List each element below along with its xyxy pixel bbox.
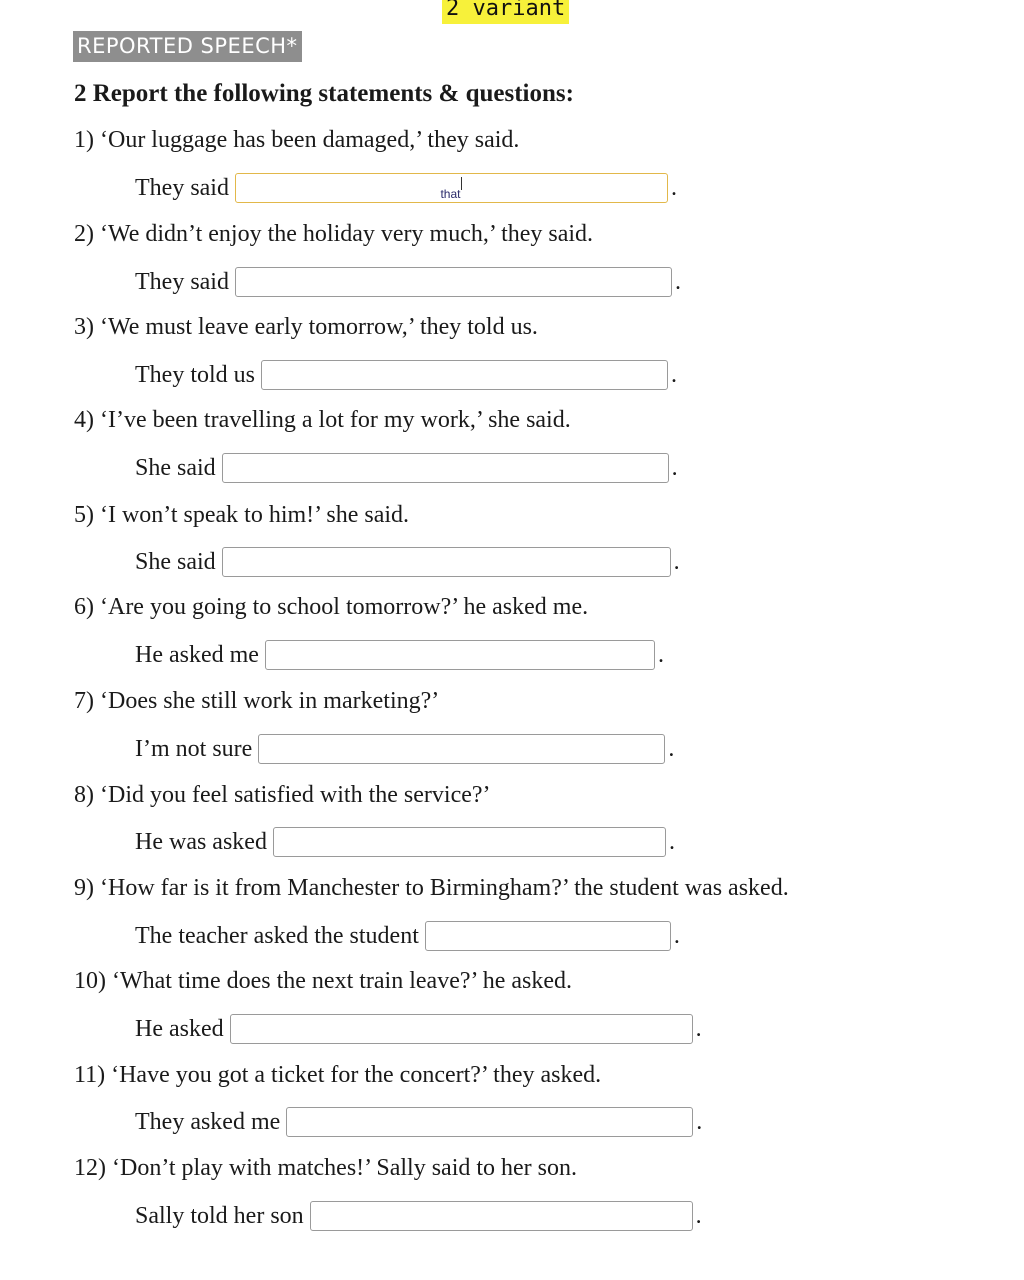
full-stop: .	[673, 549, 680, 575]
full-stop: .	[671, 362, 677, 388]
topic-badge: REPORTED SPEECH*	[73, 31, 302, 62]
full-stop: .	[695, 1016, 702, 1042]
answer-input-7[interactable]	[258, 734, 665, 764]
answer-lead-10: He asked	[135, 1016, 224, 1042]
full-stop: .	[668, 736, 675, 762]
answer-input-4[interactable]	[222, 453, 669, 483]
question-3: 3) ‘We must leave early tomorrow,’ they told us.	[74, 314, 538, 340]
answer-row-10	[135, 1011, 702, 1047]
answer-row-11	[135, 1104, 702, 1140]
answer-text-1: that	[440, 187, 461, 201]
full-stop: .	[668, 829, 675, 855]
answer-row-8	[135, 824, 675, 860]
answer-input-3[interactable]	[261, 360, 668, 390]
text-caret	[461, 177, 462, 190]
answer-lead-8: He was asked	[135, 829, 267, 855]
full-stop: .	[674, 269, 681, 295]
question-8: 8) ‘Did you feel satisfied with the service?’	[74, 782, 491, 808]
question-6: 6) ‘Are you going to school tomorrow?’ he asked me.	[74, 594, 589, 620]
question-11: 11) ‘Have you got a ticket for the concert?’ they asked.	[74, 1062, 602, 1088]
answer-input-6[interactable]	[265, 640, 655, 670]
answer-row-2	[135, 264, 681, 300]
answer-row-7	[135, 731, 674, 767]
full-stop: .	[673, 923, 680, 949]
full-stop: .	[657, 642, 664, 668]
answer-row-1	[135, 170, 677, 206]
question-9: 9) ‘How far is it from Manchester to Birmingham?’ the student was asked.	[74, 875, 789, 901]
answer-row-5	[135, 544, 680, 580]
variant-label: 2 variant	[442, 0, 569, 24]
answer-lead-4: She said	[135, 455, 216, 481]
answer-lead-12: Sally told her son	[135, 1203, 304, 1229]
answer-lead-6: He asked me	[135, 642, 259, 668]
answer-input-12[interactable]	[310, 1201, 693, 1231]
answer-lead-7: I’m not sure	[135, 736, 253, 762]
answer-row-12	[135, 1198, 702, 1234]
answer-lead-3: They told us	[135, 362, 255, 388]
question-12: 12) ‘Don’t play with matches!’ Sally said to her son.	[74, 1155, 578, 1181]
answer-input-1[interactable]	[235, 173, 668, 203]
answer-lead-1: They said	[135, 175, 229, 201]
answer-input-5[interactable]	[222, 547, 671, 577]
question-4: 4) ‘I’ve been travelling a lot for my work,’ she said.	[74, 407, 571, 433]
full-stop: .	[696, 1109, 703, 1135]
question-2: 2) ‘We didn’t enjoy the holiday very much,’ they said.	[74, 221, 594, 247]
full-stop: .	[671, 455, 678, 481]
answer-input-8[interactable]	[273, 827, 666, 857]
answer-input-10[interactable]	[230, 1014, 693, 1044]
answer-lead-2: They said	[135, 269, 229, 295]
question-1: 1) ‘Our luggage has been damaged,’ they said.	[74, 127, 520, 153]
question-7: 7) ‘Does she still work in marketing?’	[74, 688, 440, 714]
answer-row-6	[135, 637, 664, 673]
answer-input-11[interactable]	[286, 1107, 693, 1137]
question-5: 5) ‘I won’t speak to him!’ she said.	[74, 502, 410, 528]
full-stop: .	[670, 175, 677, 201]
answer-row-4	[135, 450, 678, 486]
full-stop: .	[695, 1203, 702, 1229]
answer-row-3	[135, 357, 677, 393]
answer-lead-11: They asked me	[135, 1109, 281, 1135]
answer-lead-9: The teacher asked the student	[135, 923, 419, 949]
question-10: 10) ‘What time does the next train leave?’ he asked.	[74, 968, 573, 994]
exercise-heading: 2 Report the following statements & questions:	[74, 80, 574, 107]
answer-lead-5: She said	[135, 549, 216, 575]
answer-row-9	[135, 918, 680, 954]
answer-input-9[interactable]	[425, 921, 671, 951]
answer-input-2[interactable]	[235, 267, 672, 297]
